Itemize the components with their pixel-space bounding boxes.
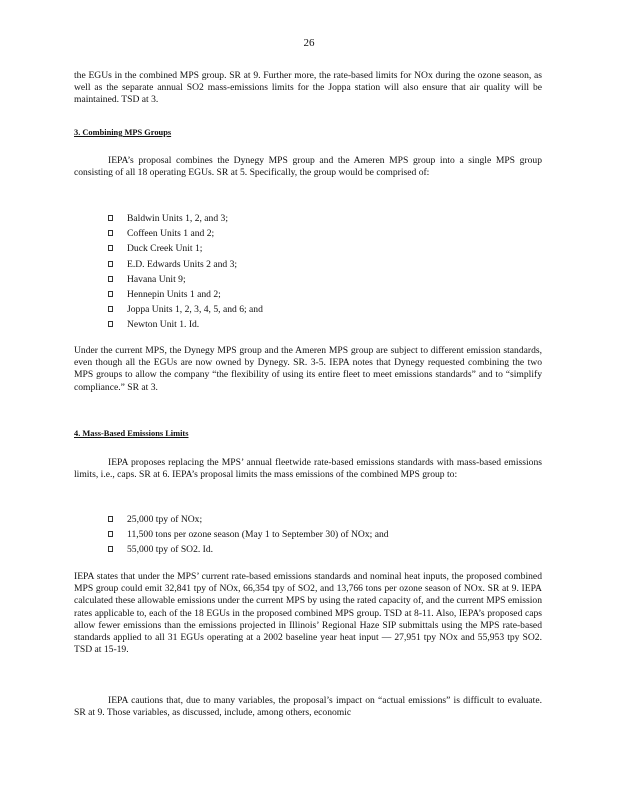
- list-item: 11,500 tons per ozone season (May 1 to September 30) of NOx; and: [108, 527, 389, 542]
- bullet-icon: [108, 215, 113, 221]
- paragraph-allowable-emissions: IEPA states that under the MPS’ current rate-based emissions standards and nominal heat inputs, the proposed combined MPS group could emit 32,841 tpy of NOx, 66,354 tpy of SO2, and 13,766 tons per ozone season of NOx. SR at 9. IEPA calculated these allowable emissions under the current MPS by using the rated capacity of, and the current MPS emission rates applicable to, each of the 18 EGUs in the proposed combined MPS group. TSD at 8-11. Also, IEPA’s proposed caps allow fewer emissions than the emissions projected in Illinois’ Regional Haze SIP submittals using the MPS rate-based standards applied to all 31 EGUs operating at a 2002 baseline year heat input — 27,951 tpy NOx and 55,953 tpy SO2. TSD at 15-19.: [74, 571, 542, 656]
- emission-caps-list: [108, 512, 389, 558]
- bullet-icon: [108, 261, 113, 267]
- paragraph-continuation: the EGUs in the combined MPS group. SR at 9. Further more, the rate-based limits for NOx during the ozone season, as well as the separate annual SO2 mass-emissions limits for the Joppa station will also ensure that air quality will be maintained. TSD at 3.: [74, 70, 542, 106]
- list-item: Duck Creek Unit 1;: [108, 241, 263, 256]
- section-heading-combining-mps-groups: 3. Combining MPS Groups: [74, 128, 172, 137]
- list-item: Havana Unit 9;: [108, 272, 263, 287]
- paragraph-mass-based-intro: IEPA proposes replacing the MPS’ annual fleetwide rate-based emissions standards with mass-based emissions limits, i.e., caps. SR at 6. IEPA’s proposal limits the mass emissions of the combined MPS group to:: [74, 457, 542, 481]
- paragraph-current-mps: Under the current MPS, the Dynegy MPS group and the Ameren MPS group are subject to different emission standards, even though all the EGUs are now owned by Dynegy. SR. 3-5. IEPA notes that Dynegy requested combining the two MPS groups to allow the company “the flexibility of using its entire fleet to meet emissions standards” and to “simplify compliance.” SR at 3.: [74, 345, 542, 393]
- list-item: Baldwin Units 1, 2, and 3;: [108, 211, 263, 226]
- list-item: 25,000 tpy of NOx;: [108, 512, 389, 527]
- bullet-icon: [108, 291, 113, 297]
- paragraph-iepa-cautions: IEPA cautions that, due to many variables, the proposal’s impact on “actual emissions” is difficult to evaluate. SR at 9. Those variables, as discussed, include, among others, economic: [74, 695, 542, 719]
- paragraph-combining-intro: IEPA’s proposal combines the Dynegy MPS group and the Ameren MPS group into a single MPS group consisting of all 18 operating EGUs. SR at 5. Specifically, the group would be comprised of:: [74, 155, 542, 179]
- bullet-icon: [108, 276, 113, 282]
- list-item: E.D. Edwards Units 2 and 3;: [108, 257, 263, 272]
- bullet-icon: [108, 321, 113, 327]
- list-item: Hennepin Units 1 and 2;: [108, 287, 263, 302]
- list-item: Newton Unit 1. Id.: [108, 317, 263, 332]
- list-item: Joppa Units 1, 2, 3, 4, 5, and 6; and: [108, 302, 263, 317]
- bullet-icon: [108, 546, 113, 552]
- page-number: 26: [303, 37, 315, 49]
- bullet-icon: [108, 230, 113, 236]
- egu-units-list: [108, 211, 263, 333]
- section-heading-mass-based-limits: 4. Mass-Based Emissions Limits: [74, 429, 189, 438]
- bullet-icon: [108, 245, 113, 251]
- list-item: 55,000 tpy of SO2. Id.: [108, 542, 389, 557]
- bullet-icon: [108, 531, 113, 537]
- bullet-icon: [108, 306, 113, 312]
- list-item: Coffeen Units 1 and 2;: [108, 226, 263, 241]
- bullet-icon: [108, 516, 113, 522]
